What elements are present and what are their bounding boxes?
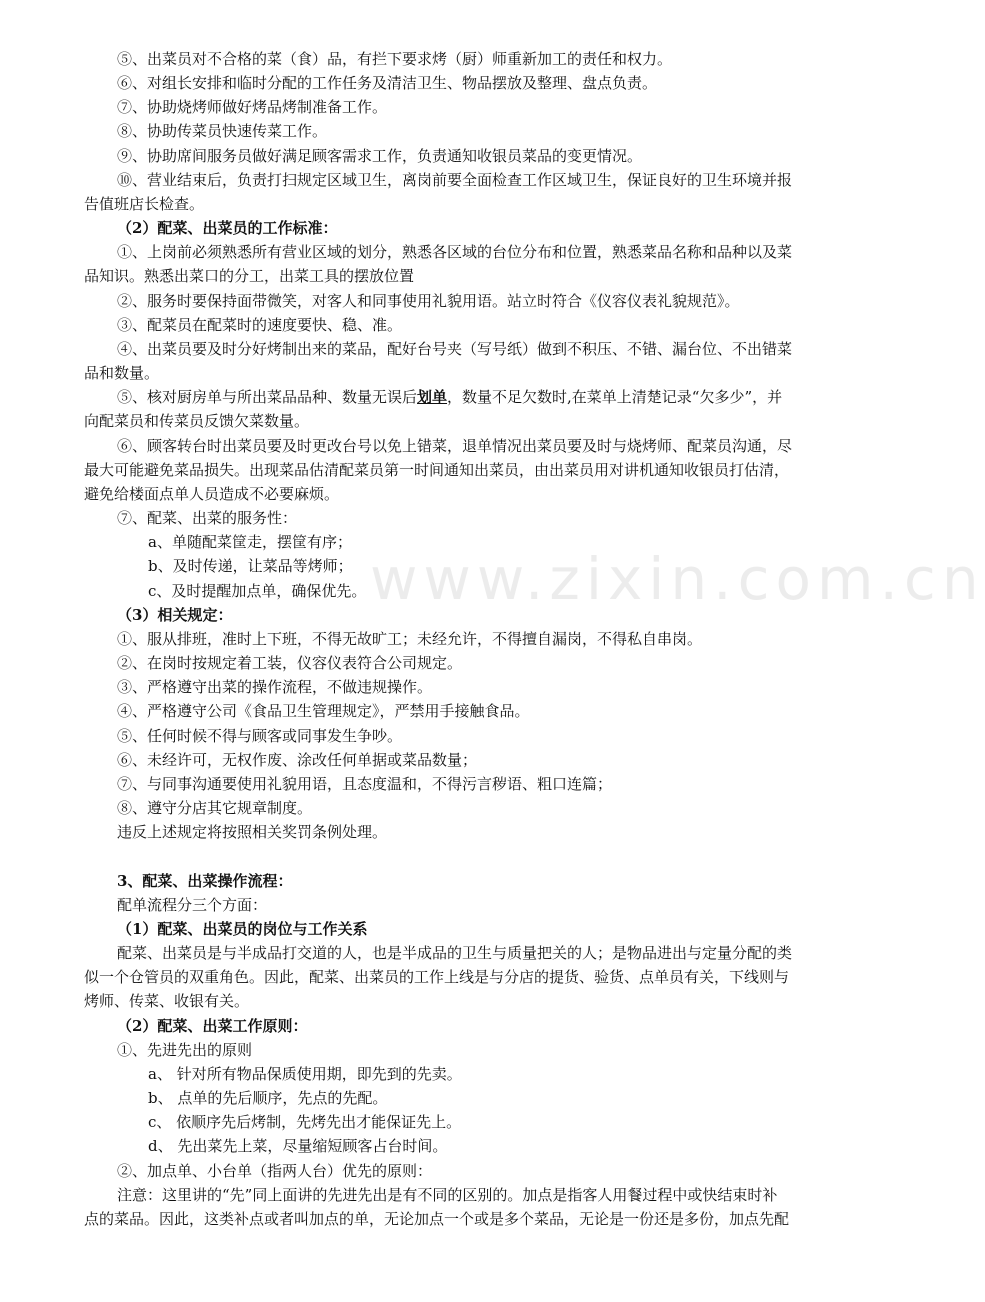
text-line: ⑨、协助席间服务员做好满足顾客需求工作，负责通知收银员菜品的变更情况。 [117, 147, 643, 165]
text-line: ①、先进先出的原则 [117, 1041, 253, 1059]
text-line: 告值班店长检查。 [84, 195, 205, 213]
text-line: 向配菜员和传菜员反馈欠菜数量。 [84, 412, 310, 430]
text-line: ②、在岗时按规定着工装，仪容仪表符合公司规定。 [117, 654, 463, 672]
text-line: ⑧、遵守分店其它规章制度。 [117, 799, 313, 817]
text-line: 注意：这里讲的“先”同上面讲的先进先出是有不同的区别的。加点是指客人用餐过程中或快结束时补 [117, 1186, 778, 1204]
text-line: ⑥、顾客转台时出菜员要及时更改台号以免上错菜，退单情况出菜员要及时与烧烤师、配菜员沟通，尽 [117, 437, 793, 455]
section-heading: （3）相关规定： [117, 606, 233, 624]
text-line: 似一个仓管员的双重角色。因此，配菜、出菜员的工作上线是与分店的提货、验货、点单员有关，下线则与 [84, 968, 790, 986]
text-line: ⑩、营业结束后，负责打扫规定区域卫生，离岗前要全面检查工作区域卫生，保证良好的卫生环境并报 [117, 171, 793, 189]
text-line: ⑦、配菜、出菜的服务性： [117, 509, 298, 527]
section-heading: 3、配菜、出菜操作流程： [117, 872, 293, 890]
text-line: ①、服从排班，准时上下班，不得无故旷工；未经允许，不得擅自漏岗，不得私自串岗。 [117, 630, 703, 648]
text-line: 最大可能避免菜品损失。出现菜品估清配菜员第一时间通知出菜员，由出菜员用对讲机通知收银员打估清， [84, 461, 790, 479]
text-line [117, 386, 885, 409]
text-line: ⑤、出菜员对不合格的菜（食）品，有拦下要求烤（厨）师重新加工的责任和权力。 [117, 50, 673, 68]
text-line: 违反上述规定将按照相关奖罚条例处理。 [117, 823, 388, 841]
list-item: a、 针对所有物品保质使用期，即先到的先卖。 [148, 1065, 462, 1083]
list-item: d、 先出菜先上菜，尽量缩短顾客占台时间。 [148, 1137, 448, 1155]
section-heading: （2）配菜、出菜工作原则： [117, 1017, 308, 1035]
text-line: ②、服务时要保持面带微笑，对客人和同事使用礼貌用语。站立时符合《仪容仪表礼貌规范》。 [117, 292, 740, 310]
text-segment: ⑤、核对厨房单与所出菜品品种、数量无误后 [117, 388, 418, 406]
text-line: ②、加点单、小台单（指两人台）优先的原则： [117, 1162, 433, 1180]
text-segment: ，数量不足欠数时,在菜单上清楚记录“欠多少”，并 [447, 388, 783, 406]
text-line: ③、严格遵守出菜的操作流程，不做违规操作。 [117, 678, 433, 696]
text-line: 品知识。熟悉出菜口的分工，出菜工具的摆放位置 [84, 267, 415, 285]
text-line: ⑦、与同事沟通要使用礼貌用语，且态度温和，不得污言秽语、粗口连篇； [117, 775, 613, 793]
text-line: ④、出菜员要及时分好烤制出来的菜品，配好台号夹（写号纸）做到不积压、不错、漏台位、不出错菜 [117, 340, 793, 358]
text-line: 避免给楼面点单人员造成不必要麻烦。 [84, 485, 340, 503]
text-line: 配菜、出菜员是与半成品打交道的人，也是半成品的卫生与质量把关的人；是物品进出与定量分配的类 [117, 944, 793, 962]
list-item: c、及时提醒加点单，确保优先。 [148, 582, 367, 600]
list-item: a、单随配菜筐走，摆筐有序； [148, 533, 352, 551]
section-heading: （1）配菜、出菜员的岗位与工作关系 [117, 920, 368, 938]
text-line: ⑧、协助传菜员快速传菜工作。 [117, 122, 328, 140]
text-line: ①、上岗前必须熟悉所有营业区域的划分，熟悉各区域的台位分布和位置，熟悉菜品名称和品种以及菜 [117, 243, 793, 261]
list-item: c、 依顺序先后烤制，先烤先出才能保证先上。 [148, 1113, 462, 1131]
list-item: b、及时传递，让菜品等烤师； [148, 557, 353, 575]
text-line: 点的菜品。因此，这类补点或者叫加点的单，无论加点一个或是多个菜品，无论是一份还是多份，加点先配 [84, 1210, 790, 1228]
watermark: www.zixin.com.cn [370, 545, 985, 613]
text-line: 配单流程分三个方面： [117, 896, 268, 914]
list-item: b、 点单的先后顺序，先点的先配。 [148, 1089, 388, 1107]
text-line: ⑥、对组长安排和临时分配的工作任务及清洁卫生、物品摆放及整理、盘点负责。 [117, 74, 658, 92]
underlined-term: 划单 [417, 388, 448, 406]
section-heading: （2）配菜、出菜员的工作标准： [117, 219, 338, 237]
text-line: ⑥、未经许可，无权作废、涂改任何单据或菜品数量； [117, 751, 478, 769]
text-line: ⑦、协助烧烤师做好烤品烤制准备工作。 [117, 98, 388, 116]
text-line: ③、配菜员在配菜时的速度要快、稳、准。 [117, 316, 403, 334]
text-line: 品和数量。 [84, 364, 160, 382]
text-line: 烤师、传菜、收银有关。 [84, 992, 250, 1010]
text-line: ⑤、任何时候不得与顾客或同事发生争吵。 [117, 727, 403, 745]
text-line: ④、严格遵守公司《食品卫生管理规定》，严禁用手接触食品。 [117, 702, 530, 720]
